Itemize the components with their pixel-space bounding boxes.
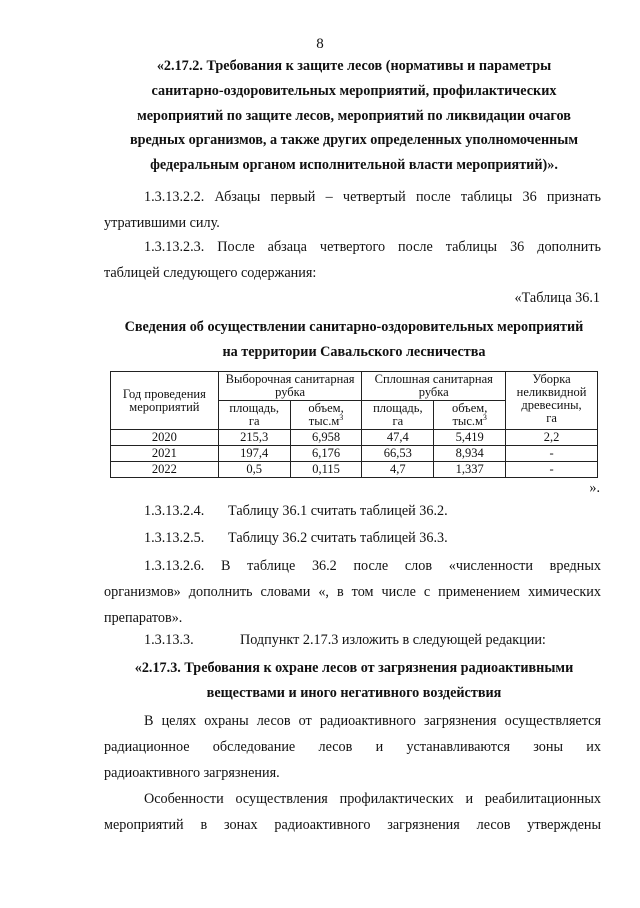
paragraph-line: организмов» дополнить словами «, в том числе с применением химических bbox=[104, 584, 601, 600]
paragraph-1-3-13-2-6 bbox=[104, 553, 601, 631]
table-cell: 4,7 bbox=[362, 462, 434, 478]
table-cell: 2022 bbox=[111, 462, 219, 478]
paragraph-line: 1.3.13.2.3. После абзаца четвертого после таблицы 36 дополнить bbox=[144, 239, 601, 255]
table-cell: 2,2 bbox=[506, 430, 598, 446]
paragraph-1-3-13-2-2 bbox=[104, 184, 601, 236]
table-title-line: Сведения об осуществлении санитарно-оздоровительных мероприятий bbox=[124, 319, 584, 335]
header-year: Год проведения мероприятий bbox=[111, 372, 219, 430]
heading-line: вредных организмов, а также других определенных уполномоченным bbox=[129, 132, 579, 149]
table-row bbox=[111, 462, 598, 478]
sanitary-measures-table bbox=[110, 371, 598, 478]
table-cell: 66,53 bbox=[362, 446, 434, 462]
paragraph-line: утратившими силу. bbox=[104, 215, 220, 231]
table-cell: 8,934 bbox=[434, 446, 506, 462]
subheader-volume: объем, $тыс.м^3$ bbox=[290, 401, 362, 430]
table-cell: 0,5 bbox=[218, 462, 290, 478]
paragraph-line: таблицей следующего содержания: bbox=[104, 265, 317, 281]
table-row bbox=[111, 446, 598, 462]
item-1-3-13-2-4 bbox=[144, 503, 448, 520]
table-cell: 2021 bbox=[111, 446, 219, 462]
paragraph-line: 1.3.13.2.2. Абзацы первый – четвертый после таблицы 36 признать bbox=[144, 189, 601, 205]
subheader-area: площадь, га bbox=[218, 401, 290, 430]
table-cell: 47,4 bbox=[362, 430, 434, 446]
page-number: 8 bbox=[316, 36, 324, 52]
item-1-3-13-2-5 bbox=[144, 530, 448, 547]
item-text: Таблицу 36.1 считать таблицей 36.2. bbox=[228, 503, 448, 519]
table-cell: 2020 bbox=[111, 430, 219, 446]
heading-line: санитарно-оздоровительных мероприятий, профилактических bbox=[151, 82, 557, 99]
section-heading-2-17-3 bbox=[104, 656, 604, 706]
table-title bbox=[100, 315, 608, 365]
table-cell: 5,419 bbox=[434, 430, 506, 446]
table-cell: 6,958 bbox=[290, 430, 362, 446]
paragraph-line: радиационное обследование лесов и устанавливаются зоны их bbox=[104, 739, 601, 755]
paragraph-line: 1.3.13.2.6. В таблице 36.2 после слов «численности вредных bbox=[144, 558, 601, 574]
item-text: Подпункт 2.17.3 изложить в следующей редакции: bbox=[240, 632, 546, 648]
item-number: 1.3.13.2.5. bbox=[144, 530, 205, 546]
heading-line: федеральным органом исполнительной власти мероприятий)». bbox=[150, 157, 558, 174]
header-selective-felling: Выборочная санитарная рубка bbox=[218, 372, 362, 401]
table-cell: 197,4 bbox=[218, 446, 290, 462]
item-number: 1.3.13.3. bbox=[144, 632, 194, 648]
table-cell: 1,337 bbox=[434, 462, 506, 478]
table-title-line: на территории Савальского лесничества bbox=[222, 343, 486, 360]
section-heading-2-17-2 bbox=[104, 54, 604, 178]
table-cell: 0,115 bbox=[290, 462, 362, 478]
heading-line: «2.17.2. Требования к защите лесов (нормативы и параметры bbox=[156, 58, 552, 74]
subheader-area: площадь, га bbox=[362, 401, 434, 430]
table-cell: - bbox=[506, 462, 598, 478]
paragraph-line: Особенности осуществления профилактических и реабилитационных bbox=[144, 791, 601, 807]
header-clear-felling: Сплошная санитарная рубка bbox=[362, 372, 506, 401]
table-cell: 6,176 bbox=[290, 446, 362, 462]
paragraph-line: препаратов». bbox=[104, 610, 183, 626]
table-row bbox=[111, 430, 598, 446]
table-cell: - bbox=[506, 446, 598, 462]
paragraph-line: радиоактивного загрязнения. bbox=[104, 765, 280, 781]
paragraph-line: мероприятий в зонах радиоактивного загрязнения лесов утверждены bbox=[104, 817, 601, 833]
heading-line: веществами и иного негативного воздействия bbox=[206, 684, 502, 701]
item-text: Таблицу 36.2 считать таблицей 36.3. bbox=[228, 530, 448, 546]
item-1-3-13-3 bbox=[144, 632, 546, 649]
table-label: «Таблица 36.1 bbox=[514, 290, 600, 306]
heading-line: мероприятий по защите лесов, мероприятий по ликвидации очагов bbox=[137, 107, 571, 124]
paragraph-radiation-survey bbox=[104, 708, 601, 786]
paragraph-line: В целях охраны лесов от радиоактивного загрязнения осуществляется bbox=[144, 713, 601, 729]
table-close-quote: ». bbox=[589, 480, 600, 496]
paragraph-rehabilitation bbox=[104, 786, 601, 838]
table-header-row bbox=[111, 372, 598, 401]
item-number: 1.3.13.2.4. bbox=[144, 503, 205, 519]
heading-line: «2.17.3. Требования к охране лесов от загрязнения радиоактивными bbox=[134, 660, 574, 676]
table-cell: 215,3 bbox=[218, 430, 290, 446]
subheader-volume: объем, $тыс.м^3$ bbox=[434, 401, 506, 430]
paragraph-1-3-13-2-3 bbox=[104, 234, 601, 286]
header-cleanup: Уборка неликвидной древесины, га bbox=[506, 372, 598, 430]
